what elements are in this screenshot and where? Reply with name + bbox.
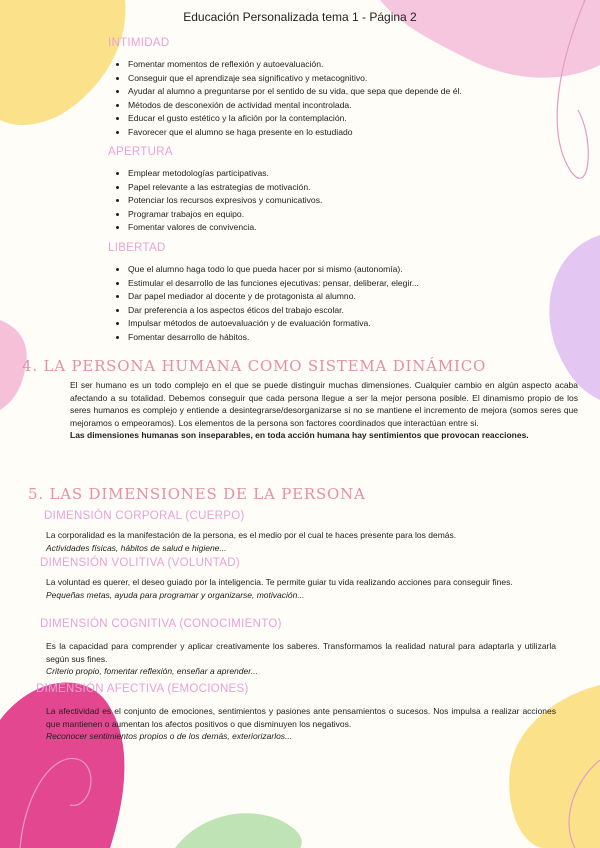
list-item: • Potenciar los recursos expresivos y comunicativos. <box>128 194 568 208</box>
list-item: • Ayudar al alumno a preguntarse por el sentido de su vida, que sepa que depende de él. <box>128 85 568 99</box>
section-4-bold-text: Las dimensiones humanas son inseparables, en toda acción humana hay sentimientos que provocan reacciones. <box>70 430 529 441</box>
section-4-text: El ser humano es un todo complejo en el que se puede distinguir muchas dimensiones. Cualquier cambio en algún aspecto acaba afectando a su totalidad. Debemos conseguir que cada persona llegue a ser la mejor persona posible. El dinamismo propio de los seres humanos es complejo y entiende a desintegrarse/desorganizarse si no se mantiene el incremento de mejora (somos seres que mejoramos o empeoramos). Los elementos de la persona son factores coordinados que interactúan entre si. <box>70 380 578 428</box>
dimension-afectiva-heading: DIMENSIÓN AFECTIVA (EMOCIONES) <box>36 683 249 695</box>
list-item: • Emplear metodologías participativas. <box>128 167 568 181</box>
list-item: • Favorecer que el alumno se haga presente en lo estudiado <box>128 126 568 140</box>
dimension-text: La afectividad es el conjunto de emociones, sentimientos y pasiones ante pensamientos o sucesos. Nos impulsa a realizar acciones que mantienen o aumentan los afectos positivos o que disminuyen los negativos. <box>46 706 556 729</box>
intimidad-heading: INTIMIDAD <box>108 37 170 49</box>
apertura-list <box>112 167 568 235</box>
list-item: • Dar preferencia a los aspectos éticos del trabajo escolar. <box>128 304 568 318</box>
dimension-corporal-heading: DIMENSIÓN CORPORAL (CUERPO) <box>44 510 245 522</box>
section-5-title: 5. LAS DIMENSIONES DE LA PERSONA <box>28 485 366 503</box>
section-4-body <box>70 379 578 442</box>
list-item: • Fomentar desarrollo de hábitos. <box>128 331 568 345</box>
dimension-cognitiva-heading: DIMENSIÓN COGNITIVA (CONOCIMIENTO) <box>40 618 282 630</box>
list-item: • Fomentar valores de convivencia. <box>128 221 568 235</box>
section-4-title: 4. LA PERSONA HUMANA COMO SISTEMA DINÁMICO <box>22 357 487 375</box>
dimension-examples: Pequeñas metas, ayuda para programar y organizarse, motivación... <box>46 589 305 600</box>
dimension-volitiva-heading: DIMENSIÓN VOLITIVA (VOLUNTAD) <box>40 557 240 569</box>
dimension-volitiva-body <box>46 576 556 601</box>
list-item: • Conseguir que el aprendizaje sea significativo y metacognitivo. <box>128 72 568 86</box>
dimension-afectiva-body <box>46 705 556 743</box>
page-header: Educación Personalizada tema 1 - Página 2 <box>183 10 417 24</box>
dimension-examples: Criterio propio, fomentar reflexión, enseñar a aprender... <box>46 666 258 677</box>
dimension-corporal-body <box>46 529 556 554</box>
list-item: • Educar el gusto estético y la afición por la contemplación. <box>128 112 568 126</box>
libertad-list <box>112 263 568 344</box>
dimension-text: Es la capacidad para comprender y aplicar creativamente los saberes. Transformamos la realidad natural para adaptarla y utilizarla según sus fines. <box>46 641 556 664</box>
list-item: • Estimular el desarrollo de las funciones ejecutivas: pensar, deliberar, elegir... <box>128 277 568 291</box>
list-item: • Papel relevante a las estrategias de motivación. <box>128 181 568 195</box>
dimension-cognitiva-body <box>46 640 556 678</box>
dimension-examples: Reconocer sentimientos propios o de los demás, exteriorizarlos... <box>46 731 293 742</box>
dimension-text: La voluntad es querer, el deseo guiado por la inteligencia. Te permite guiar tu vida realizando acciones para conseguir fines. <box>46 577 513 587</box>
list-item: • Métodos de desconexión de actividad mental incontrolada. <box>128 99 568 113</box>
dimension-text: La corporalidad es la manifestación de la persona, es el medio por el cual te haces presente para los demás. <box>46 530 457 540</box>
apertura-heading: APERTURA <box>108 146 173 158</box>
list-item: • Que el alumno haga todo lo que pueda hacer por si mismo (autonomía). <box>128 263 568 277</box>
dimension-examples: Actividades físicas, hábitos de salud e higiene... <box>46 542 227 553</box>
list-item: • Dar papel mediador al docente y de protagonista al alumno. <box>128 290 568 304</box>
list-item: • Programar trabajos en equipo. <box>128 208 568 222</box>
libertad-heading: LIBERTAD <box>108 242 166 254</box>
intimidad-list <box>112 58 568 139</box>
list-item: • Fomentar momentos de reflexión y autoevaluación. <box>128 58 568 72</box>
list-item: • Impulsar métodos de autoevaluación y de evaluación formativa. <box>128 317 568 331</box>
